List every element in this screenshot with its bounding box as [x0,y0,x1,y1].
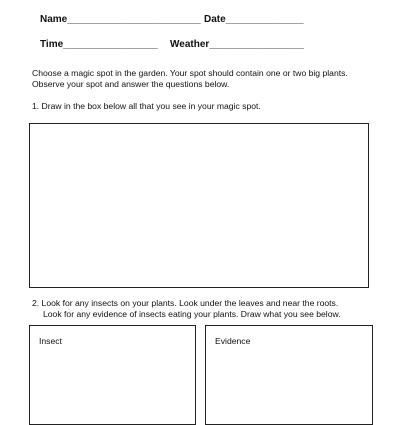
intro-line-2: Observe your spot and answer the questions below. [32,79,230,89]
time-field: Time_________________ [40,39,158,50]
drawing-box-magic-spot[interactable] [29,123,369,288]
date-field: Date______________ [204,14,304,25]
weather-field: Weather_________________ [170,39,304,50]
name-field: Name________________________ [40,14,201,25]
intro-line-1: Choose a magic spot in the garden. Your spot should contain one or two big plants. [32,68,348,78]
evidence-label: Evidence [215,336,251,346]
evidence-drawing-box[interactable] [205,325,373,425]
question-2-line-2: Look for any evidence of insects eating your plants. Draw what you see below. [43,309,341,319]
question-1-text: 1. Draw in the box below all that you see in your magic spot. [32,101,261,111]
insect-drawing-box[interactable] [29,325,196,425]
question-2-line-1: 2. Look for any insects on your plants. Look under the leaves and near the roots. [32,298,339,308]
insect-label: Insect [39,336,62,346]
